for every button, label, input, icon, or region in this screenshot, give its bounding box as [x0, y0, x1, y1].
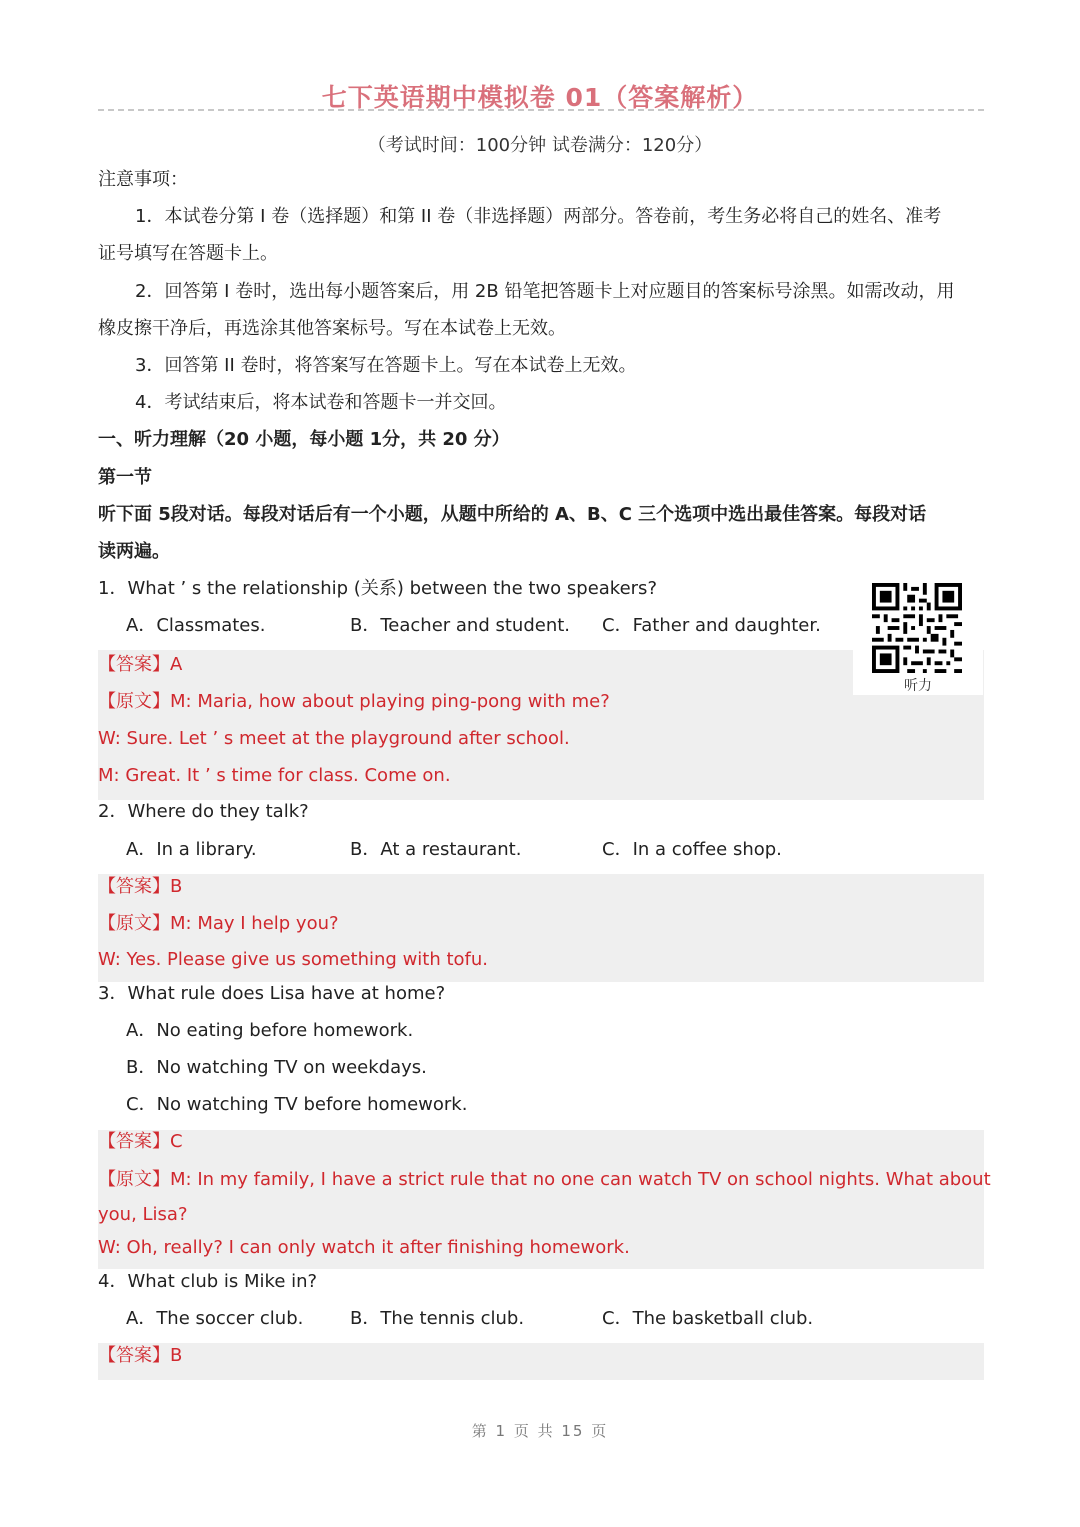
section-heading: 一、听力理解（20 小题，每小题 1分，共 20 分） [98, 429, 510, 450]
exam-info: （考试时间：100分钟 试卷满分：120分） [367, 135, 713, 156]
question-3-stem: 3．What rule does Lisa have at home? [98, 983, 446, 1004]
section-part: 第一节 [98, 467, 152, 488]
question-1-option-a: A．Classmates. [126, 615, 266, 636]
question-1-answer-box [98, 650, 984, 800]
instruction-line-2: 读两遍。 [98, 541, 170, 562]
question-4-stem: 4．What club is Mike in? [98, 1271, 318, 1292]
question-2-options [0, 838, 1080, 862]
notes-heading: 注意事项： [98, 169, 188, 190]
note-3: 3．回答第 II 卷时，将答案写在答题卡上。写在本试卷上无效。 [135, 355, 637, 376]
question-1-stem: 1．What ’ s the relationship (关系) between the two speakers? [98, 578, 657, 599]
qr-code-icon [871, 583, 963, 673]
question-4-answer: 【答案】B [98, 1345, 183, 1366]
question-3-option-b: B．No watching TV on weekdays. [126, 1057, 427, 1078]
question-3-transcript-3: W: Oh, really? I can only watch it after finishing homework. [98, 1237, 630, 1258]
question-1-transcript-2: W: Sure. Let ’ s meet at the playground after school. [98, 728, 570, 749]
note-2-line-1: 2．回答第 I 卷时，选出每小题答案后，用 2B 铅笔把答题卡上对应题目的答案标号涂黑。如需改动，用 [135, 281, 955, 302]
question-2-option-c: C．In a coffee shop. [602, 839, 782, 860]
listening-qr-code[interactable] [853, 577, 983, 695]
question-2-stem: 2．Where do they talk? [98, 801, 309, 822]
question-2-option-b: B．At a restaurant. [350, 839, 522, 860]
question-3-transcript-2: you, Lisa? [98, 1204, 188, 1225]
question-4-option-a: A．The soccer club. [126, 1308, 304, 1329]
question-3-answer: 【答案】C [98, 1131, 183, 1152]
question-3-transcript-1: 【原文】M: In my family, I have a strict rule that no one can watch TV on school nights. What about [98, 1169, 991, 1190]
question-2-answer: 【答案】B [98, 876, 183, 897]
instruction-line-1: 听下面 5段对话。每段对话后有一个小题，从题中所给的 A、B、C 三个选项中选出最佳答案。每段对话 [98, 504, 927, 525]
question-4-option-b: B．The tennis club. [350, 1308, 525, 1329]
question-3-option-a: A．No eating before homework. [126, 1020, 414, 1041]
question-4-options [0, 1307, 1080, 1331]
question-2-answer-box [98, 874, 984, 982]
page-number: 第 1 页 共 15 页 [471, 1422, 609, 1440]
question-1-answer: 【答案】A [98, 654, 183, 675]
question-3-option-c: C．No watching TV before homework. [126, 1094, 468, 1115]
question-2-option-a: A．In a library. [126, 839, 257, 860]
question-1-option-b: B．Teacher and student. [350, 615, 571, 636]
question-4-option-c: C．The basketball club. [602, 1308, 814, 1329]
question-2-transcript-2: W: Yes. Please give us something with tofu. [98, 949, 489, 970]
note-1-line-1: 1．本试卷分第 I 卷（选择题）和第 II 卷（非选择题）两部分。答卷前，考生务必将自己的姓名、准考 [135, 206, 942, 227]
question-4-answer-box [98, 1343, 984, 1380]
question-1-transcript-3: M: Great. It ’ s time for class. Come on. [98, 765, 451, 786]
document-title: 七下英语期中模拟卷 01（答案解析） [321, 83, 759, 112]
question-1-transcript-1: 【原文】M: Maria, how about playing ping-pong with me? [98, 691, 610, 712]
note-1-line-2: 证号填写在答题卡上。 [98, 243, 278, 264]
question-1-option-c: C．Father and daughter. [602, 615, 821, 636]
note-2-line-2: 橡皮擦干净后，再选涂其他答案标号。写在本试卷上无效。 [98, 318, 566, 339]
title-divider [98, 109, 984, 111]
qr-label: 听力 [904, 678, 932, 694]
question-2-transcript-1: 【原文】M: May I help you? [98, 913, 339, 934]
note-4: 4．考试结束后，将本试卷和答题卡一并交回。 [135, 392, 507, 413]
question-3-answer-box [98, 1130, 991, 1269]
